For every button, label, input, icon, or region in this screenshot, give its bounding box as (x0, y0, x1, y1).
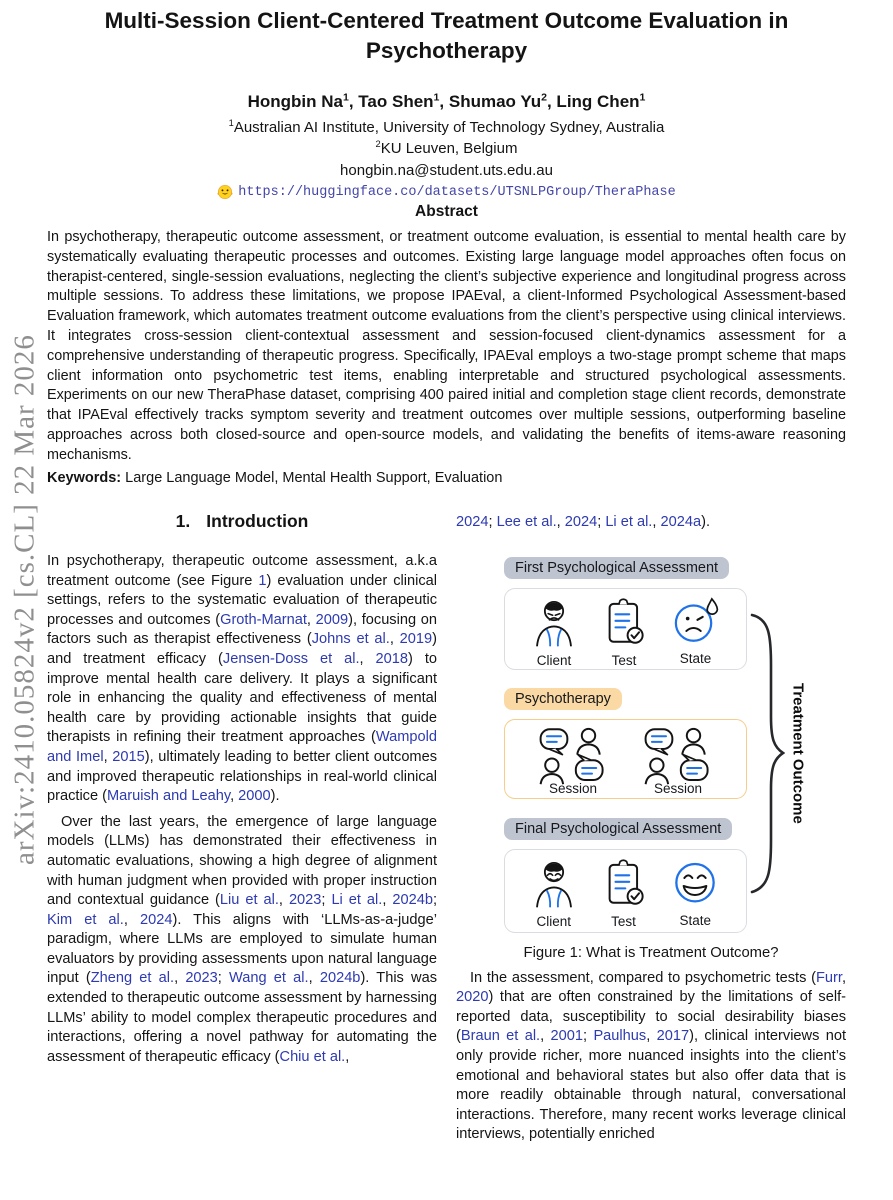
paper-title (60, 6, 833, 66)
citation-link[interactable]: 1 (258, 572, 267, 589)
arxiv-stamp: arXiv:2410.05824v2 [cs.CL] 22 Mar 2026 (8, 334, 41, 866)
text-segment: ). (270, 788, 280, 805)
left-column (47, 505, 437, 1151)
happy-state-icon (669, 857, 721, 912)
citation-link[interactable]: Braun et al. (460, 1028, 541, 1045)
text-segment: , (359, 650, 376, 667)
text-segment: ; (432, 892, 438, 909)
icon-label-state: State (679, 912, 712, 928)
text-segment: , (646, 1028, 657, 1045)
citation-link[interactable]: 2024b (319, 970, 361, 987)
dataset-link[interactable]: https://huggingface.co/datasets/UTSNLPGroup/TheraPhase (238, 184, 676, 200)
dataset-link-line (60, 184, 833, 200)
citation-link[interactable]: Furr (815, 969, 842, 986)
text-segment: ; (597, 514, 606, 530)
citation-link[interactable]: 2015 (112, 748, 145, 765)
treatment-outcome-label: Treatment Outcome (789, 683, 807, 825)
affiliation-line-1 (60, 117, 833, 138)
text-segment: ) evaluation under clinical settings, refers to the systematic evaluation of therapeutic processes and outcomes ( (47, 572, 438, 628)
citation-link[interactable]: Jensen-Doss et al. (222, 650, 360, 667)
test-clipboard-icon (603, 857, 645, 913)
first-state-item (670, 596, 721, 666)
text-segment: In psychotherapy, therapeutic outcome assessment, a.k.a treatment outcome (see Figure (47, 553, 437, 589)
text-segment: , (389, 631, 400, 648)
citation-link[interactable]: Wampold and Imel (47, 729, 437, 765)
citation-link[interactable]: 2001 (550, 1028, 584, 1045)
text-segment: , Shumao Yu (439, 92, 542, 111)
citation-link[interactable]: 2024 (564, 514, 598, 530)
icon-label-test: Test (611, 913, 636, 929)
citation-link[interactable]: Chiu et al. (279, 1048, 346, 1065)
keywords-label: Keywords: (47, 470, 122, 486)
citation-link[interactable]: Liu et al. (219, 892, 279, 909)
paper-title-line-2: Psychotherapy (365, 38, 528, 63)
text-segment: ; (583, 1028, 594, 1045)
text-segment: 2 (541, 91, 547, 104)
text-segment: , (174, 970, 186, 987)
text-segment: 1 (342, 91, 349, 104)
first-client-item (530, 596, 578, 668)
text-segment: Over the last years, the emergence of large language models (LLMs) has demonstrated their effectiveness in automatic evaluations, showing a high degree of alignment with human judgment when provided with proper instruction and contextual guidance ( (47, 813, 437, 909)
citation-link[interactable]: 2024b (392, 892, 433, 909)
text-segment: , Tao Shen (348, 92, 434, 111)
sad-client-icon (530, 596, 578, 652)
keywords-text: Large Language Model, Mental Health Support, Evaluation (121, 470, 503, 486)
citation-link[interactable]: Groth-Marnat (220, 611, 307, 628)
citation-link[interactable]: Wang et al. (229, 970, 309, 987)
final-client-item (530, 857, 578, 929)
citation-link[interactable]: Zheng et al. (90, 970, 175, 987)
citation-link[interactable]: 2009 (315, 611, 349, 628)
text-segment: , (103, 748, 113, 765)
author-line (60, 91, 833, 113)
section-number: 1. (175, 511, 191, 531)
two-column-body (47, 505, 846, 1151)
session-item-2 (641, 725, 715, 796)
keywords-line (47, 470, 846, 486)
text-segment: , Ling Chen (546, 92, 640, 111)
text-segment: ; (321, 892, 332, 909)
final-test-item (603, 857, 645, 929)
final-state-item (669, 857, 721, 928)
panel-final-assessment (504, 849, 747, 933)
session-label: Session (653, 780, 703, 796)
text-segment: Australian AI Institute, University of Technology Sydney, Australia (233, 119, 665, 136)
citation-link[interactable]: Li et al. (605, 514, 653, 530)
session-label: Session (548, 780, 598, 796)
icon-label-client: Client (536, 652, 572, 668)
abstract-heading: Abstract (415, 203, 478, 220)
right-paragraph-1 (456, 969, 846, 1145)
icon-label-test: Test (611, 652, 637, 668)
text-segment: , (540, 1028, 551, 1045)
text-segment: , (556, 514, 565, 530)
happy-client-icon (530, 857, 578, 913)
panel-first-assessment (504, 588, 747, 670)
figure-1 (456, 557, 846, 933)
right-column (456, 505, 846, 1151)
intro-paragraph-1 (47, 552, 437, 807)
citation-link[interactable]: 2023 (288, 892, 322, 909)
badge-final-assessment: Final Psychological Assessment (504, 818, 732, 840)
text-segment: , (308, 970, 320, 987)
text-segment: , (123, 911, 140, 928)
icon-label-state: State (679, 650, 712, 666)
text-segment: 1 (639, 91, 646, 104)
text-segment: , (230, 788, 239, 805)
citation-link[interactable]: 2017 (656, 1028, 690, 1045)
citation-link[interactable]: 2020 (456, 989, 489, 1006)
citation-link[interactable]: 2023 (185, 970, 218, 987)
text-segment: , (306, 611, 316, 628)
citation-link[interactable]: Kim et al. (47, 911, 124, 928)
citation-link[interactable]: Li et al. (331, 892, 383, 909)
email-line: hongbin.na@student.uts.edu.au (340, 162, 553, 179)
sad-state-icon (670, 596, 721, 650)
citation-link[interactable]: 2024 (139, 911, 173, 928)
text-segment: , (345, 1048, 350, 1065)
paper-title-line-1: Multi-Session Client-Centered Treatment Outcome Evaluation in (104, 8, 789, 33)
citation-link[interactable]: 2000 (238, 788, 271, 805)
citation-link[interactable]: 2018 (375, 650, 409, 667)
text-segment: ), ultimately leading to better client outcomes and improved therapeutic relationships in real-world clinical practice ( (47, 748, 438, 805)
session-item-1 (536, 725, 610, 796)
text-segment: 2 (375, 139, 381, 149)
badge-psychotherapy: Psychotherapy (504, 688, 622, 710)
affiliation-line-2 (60, 138, 833, 159)
text-segment: ; (488, 514, 497, 530)
text-segment: ) that are often constrained by the limitations of self-reported data, susceptibility to social desirability biases ( (456, 989, 846, 1045)
text-segment: ), clinical interviews not only provide richer, more nuanced insights into the client’s emotional and behavioral states but also offer data that is more readily obtainable through natural, conversational interactions. Therefore, many recent works leverage clinical interviews, potentially enriched (456, 1028, 847, 1143)
text-segment: KU Leuven, Belgium (380, 140, 518, 157)
text-segment: 1 (433, 91, 440, 104)
text-segment: ; (217, 970, 230, 987)
text-segment: ). (701, 514, 710, 530)
citation-continuation (456, 513, 846, 533)
intro-paragraph-2 (47, 813, 437, 1068)
text-segment: , (841, 969, 846, 986)
text-segment: ) and treatment efficacy ( (47, 631, 438, 667)
text-segment: ), focusing on factors such as therapist effectiveness ( (47, 611, 438, 648)
test-clipboard-icon (603, 596, 645, 652)
citation-link[interactable]: Maruish and Leahy (107, 788, 231, 805)
text-segment: , (382, 892, 393, 909)
badge-first-assessment: First Psychological Assessment (504, 557, 729, 579)
treatment-outcome-brace-icon (749, 613, 785, 900)
text-segment: , (652, 514, 661, 530)
paper-header (60, 6, 833, 200)
icon-label-client: Client (536, 913, 571, 929)
section-heading-introduction (47, 511, 437, 532)
text-segment: ) to improve mental health care delivery. It plays a significant role in enhancing the quality and effectiveness of mental health care by providing actionable insights that guide therapists in refining their treatment approaches ( (47, 650, 437, 746)
text-segment: Hongbin Na (247, 92, 343, 111)
abstract-text: In psychotherapy, therapeutic outcome assessment, or treatment outcome evaluation, is essential to mental health care by systematically evaluating therapeutic processes and outcomes. Existing large language model approaches often focus on therapist-centered, single-session evaluations, neglecting the client’s subjective experience and longitudinal progress across multiple sessions. To address these limitations, we propose IPAEval, a client-Informed Psychological Assessment-based Evaluation framework, which automates treatment outcome evaluations from the client’s perspective using clinical interviews. It integrates cross-session client-contextual assessment and session-focused client-dynamics assessment for a comprehensive understanding of therapeutic progress. Specifically, IPAEval employs a two-stage prompt scheme that maps client information onto psychometric test items, enabling interpretable and structured psychological assessments. Experiments on our new TheraPhase dataset, comprising 400 paired initial and completion stage client records, demonstrate that IPAEval effectively tracks symptom severity and treatment outcomes over multiple sessions, outperforming baseline approaches across both closed-source and open-source models, and validating the benefits of items-aware reasoning mechanisms. (47, 229, 846, 463)
figure-caption: Figure 1: What is Treatment Outcome? (523, 944, 779, 961)
huggingface-icon (217, 184, 233, 200)
citation-link[interactable]: Paulhus (593, 1028, 647, 1045)
citation-link[interactable]: Lee et al. (496, 514, 557, 530)
abstract-section (47, 203, 846, 466)
section-title: Introduction (206, 511, 309, 531)
citation-link[interactable]: 2019 (399, 631, 433, 648)
first-test-item (603, 596, 645, 668)
treatment-outcome-label-wrap (786, 613, 810, 895)
text-segment: ). This aligns with ‘LLMs-as-a-judge’ paradigm, where LLMs are employed to simulate human evaluators by providing assessments upon natural language input ( (47, 911, 438, 987)
text-segment: ). This was extended to therapeutic outcome assessment by harnessing LLMs’ ability to model complex therapeutic procedures and interactions, offering a novel pathway for automating the assessment of therapeutic efficacy ( (47, 970, 437, 1065)
text-segment: In the assessment, compared to psychometric tests ( (470, 969, 816, 986)
panel-sessions (504, 719, 747, 799)
citation-link[interactable]: Johns et al. (311, 631, 390, 648)
text-segment: , (278, 892, 289, 909)
citation-link[interactable]: 2024 (456, 514, 489, 530)
citation-link[interactable]: 2024a (660, 514, 702, 530)
text-segment: 1 (228, 118, 234, 128)
